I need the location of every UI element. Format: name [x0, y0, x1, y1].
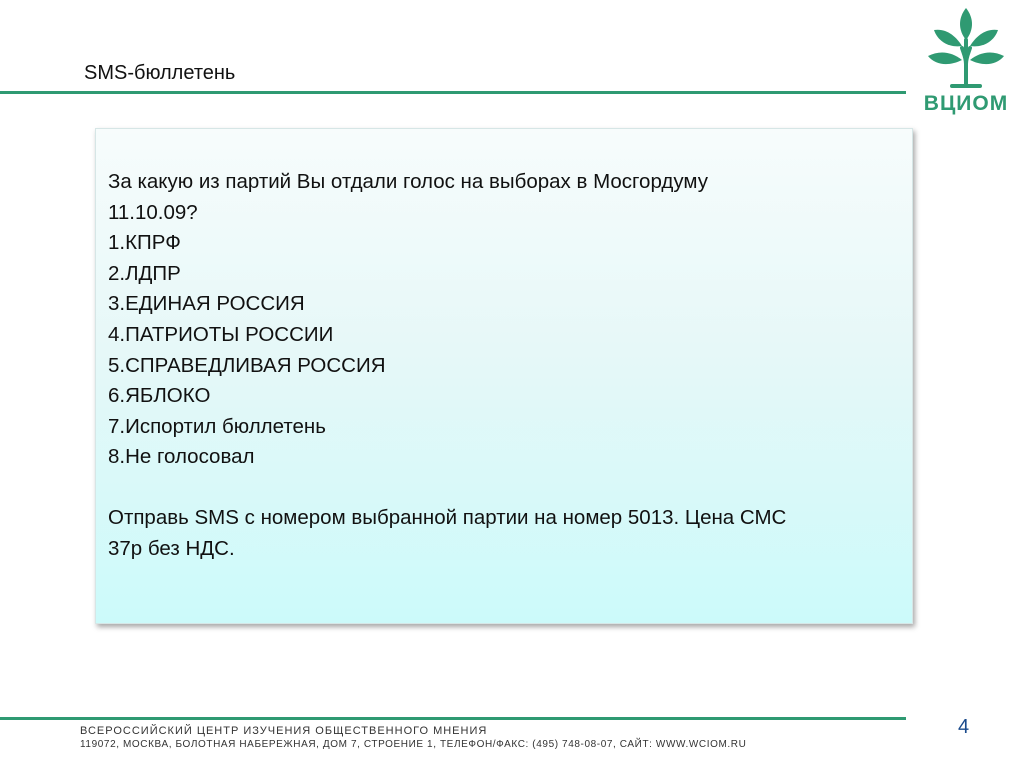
instruction-line: 37р без НДС.: [108, 536, 235, 560]
footer: [80, 725, 746, 751]
slide-title: SMS-бюллетень: [84, 62, 236, 84]
option-item: 6.ЯБЛОКО: [108, 384, 211, 408]
footer-address: 119072, МОСКВА, БОЛОТНАЯ НАБЕРЕЖНАЯ, ДОМ 7, СТРОЕНИЕ 1, ТЕЛЕФОН/ФАКС: (495) 748-08-07, САЙТ: WWW.WCIOM.RU: [80, 739, 747, 750]
question-line: 11.10.09?: [108, 200, 198, 224]
question-line: За какую из партий Вы отдали голос на выборах в Мосгордуму: [108, 170, 708, 193]
option-item: 3.ЕДИНАЯ РОССИЯ: [108, 292, 305, 316]
option-item: 5.СПРАВЕДЛИВАЯ РОССИЯ: [108, 353, 386, 377]
option-item: 4.ПАТРИОТЫ РОССИИ: [108, 322, 334, 346]
footer-divider: [0, 717, 906, 720]
header-divider: [0, 91, 906, 94]
option-item: 7.Испортил бюллетень: [108, 414, 326, 438]
instruction-line: Отправь SMS с номером выбранной партии на номер 5013. Цена СМС: [108, 505, 787, 529]
tree-logo-icon: [912, 6, 1020, 92]
footer-org-name: ВСЕРОССИЙСКИЙ ЦЕНТР ИЗУЧЕНИЯ ОБЩЕСТВЕННОГО МНЕНИЯ: [80, 725, 488, 737]
logo-text: ВЦИОМ: [923, 92, 1009, 115]
sms-ballot-card: [95, 128, 913, 624]
option-item: 1.КПРФ: [108, 231, 181, 255]
option-item: 2.ЛДПР: [108, 261, 181, 285]
spacer: [108, 473, 902, 503]
option-item: 8.Не голосовал: [108, 445, 255, 469]
wciom-logo: [912, 6, 1020, 122]
page-number: 4: [958, 716, 970, 738]
